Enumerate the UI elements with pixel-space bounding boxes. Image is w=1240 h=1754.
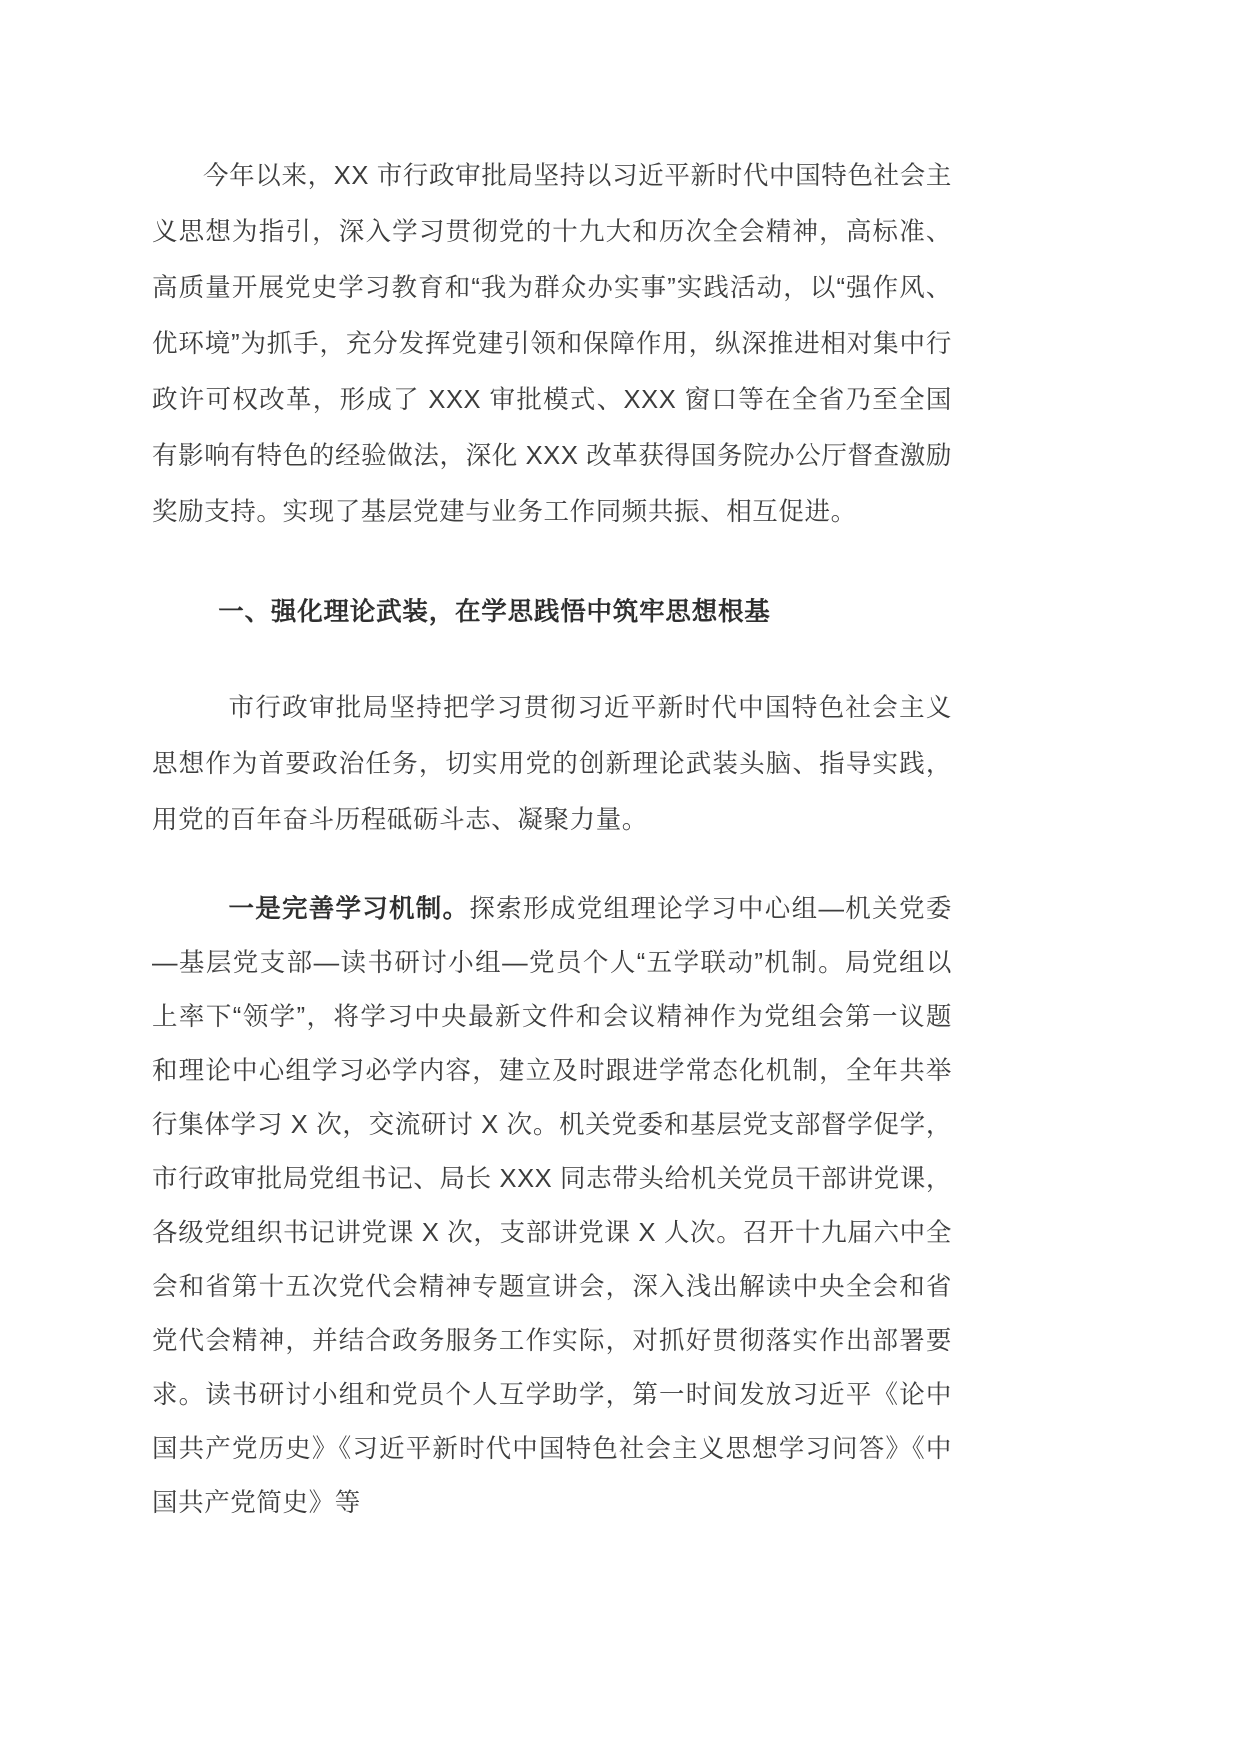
item-one-paragraph <box>152 882 952 1530</box>
section-one-heading: 一、强化理论武装，在学思践悟中筑牢思想根基 <box>218 598 771 626</box>
paragraph-gap <box>152 540 952 584</box>
heading-gap <box>152 640 952 680</box>
paragraph-gap-2 <box>152 848 952 882</box>
document-body <box>152 0 952 1530</box>
item-one-body-text: 探索形成党组理论学习中心组—机关党委—基层党支部—读书研讨小组—党员个人“五学联动”机制。局党组以上率下“领学”，将学习中央最新文件和会议精神作为党组会第一议题和理论中心组学习必学内容，建立及时跟进学常态化机制，全年共举行集体学习 X 次，交流研讨 X 次。机关党委和基层党支部督学促学，市行政审批局党组书记、局长 XXX 同志带头给机关党员干部讲党课，各级党组织书记讲党课 X 次，支部讲党课 X 人次。召开十九届六中全会和省第十五次党代会精神专题宣讲会，深入浅出解读中央全会和省党代会精神，并结合政务服务工作实际，对抓好贯彻落实作出部署要求。读书研讨小组和党员个人互学助学，第一时间发放习近平《论中国共产党历史》《习近平新时代中国特色社会主义思想学习问答》《中国共产党简史》等 <box>152 895 952 1517</box>
item-one-runin-label: 一是完善学习机制。 <box>228 895 470 923</box>
top-margin-spacer <box>152 0 952 148</box>
intro-paragraph: 今年以来，XX 市行政审批局坚持以习近平新时代中国特色社会主义思想为指引，深入学习贯彻党的十九大和历次全会精神，高标准、高质量开展党史学习教育和“我为群众办实事”实践活动，以“强作风、优环境”为抓手，充分发挥党建引领和保障作用，纵深推进相对集中行政许可权改革，形成了 XXX 审批模式、XXX 窗口等在全省乃至全国有影响有特色的经验做法，深化 XXX 改革获得国务院办公厅督查激励奖励支持。实现了基层党建与业务工作同频共振、相互促进。 <box>152 162 952 526</box>
section-one-lead-paragraph: 市行政审批局坚持把学习贯彻习近平新时代中国特色社会主义思想作为首要政治任务，切实用党的创新理论武装头脑、指导实践，用党的百年奋斗历程砥砺斗志、凝聚力量。 <box>152 694 952 834</box>
